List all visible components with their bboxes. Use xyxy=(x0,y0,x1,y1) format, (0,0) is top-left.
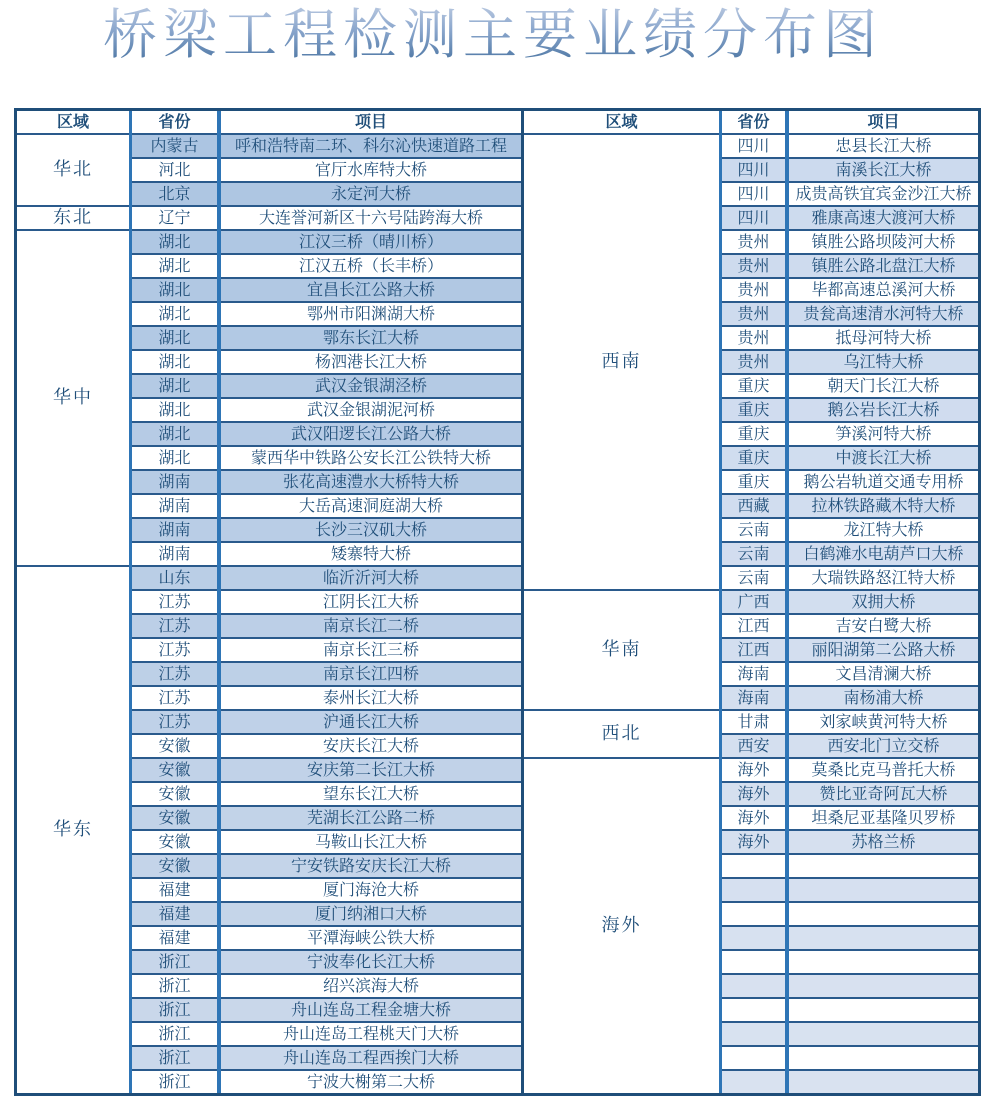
project-cell: 呼和浩特南二环、科尔沁快速道路工程 xyxy=(221,135,521,157)
tables-container xyxy=(14,108,981,1096)
province-cell: 重庆 xyxy=(722,447,785,469)
project-cell: 芜湖长江公路二桥 xyxy=(221,807,521,829)
province-cell: 湖南 xyxy=(132,543,217,565)
column-header-region: 区域 xyxy=(17,111,129,133)
project-cell: 毕都高速总溪河大桥 xyxy=(789,279,978,301)
province-cell: 湖南 xyxy=(132,519,217,541)
project-cell: 临沂沂河大桥 xyxy=(221,567,521,589)
province-cell: 福建 xyxy=(132,879,217,901)
project-cell: 成贵高铁宜宾金沙江大桥 xyxy=(789,183,978,205)
province-cell: 重庆 xyxy=(722,399,785,421)
province-cell: 海外 xyxy=(722,807,785,829)
province-cell: 江苏 xyxy=(132,639,217,661)
province-cell: 重庆 xyxy=(722,471,785,493)
project-cell: 南京长江二桥 xyxy=(221,615,521,637)
region-cell: 海外 xyxy=(524,759,719,1093)
column-header-province: 省份 xyxy=(132,111,217,133)
project-cell: 杨泗港长江大桥 xyxy=(221,351,521,373)
province-cell: 江苏 xyxy=(132,591,217,613)
project-cell xyxy=(789,1071,978,1093)
column-header-province: 省份 xyxy=(722,111,785,133)
project-cell: 拉林铁路藏木特大桥 xyxy=(789,495,978,517)
province-cell: 湖北 xyxy=(132,279,217,301)
column-header-project: 项目 xyxy=(221,111,521,133)
region-cell: 东北 xyxy=(17,207,129,229)
province-cell: 湖北 xyxy=(132,447,217,469)
province-cell: 四川 xyxy=(722,183,785,205)
project-cell: 鹅公岩轨道交通专用桥 xyxy=(789,471,978,493)
project-cell: 双拥大桥 xyxy=(789,591,978,613)
province-cell xyxy=(722,879,785,901)
province-cell: 西藏 xyxy=(722,495,785,517)
province-cell: 四川 xyxy=(722,207,785,229)
project-cell: 宜昌长江公路大桥 xyxy=(221,279,521,301)
project-cell: 厦门纳湘口大桥 xyxy=(221,903,521,925)
province-cell: 云南 xyxy=(722,519,785,541)
province-cell: 西安 xyxy=(722,735,785,757)
province-cell: 云南 xyxy=(722,543,785,565)
project-cell: 泰州长江大桥 xyxy=(221,687,521,709)
province-cell: 重庆 xyxy=(722,375,785,397)
province-cell: 湖北 xyxy=(132,327,217,349)
province-cell: 内蒙古 xyxy=(132,135,217,157)
project-cell: 吉安白鹭大桥 xyxy=(789,615,978,637)
province-cell: 四川 xyxy=(722,159,785,181)
column-header-region: 区域 xyxy=(524,111,719,133)
province-cell: 湖北 xyxy=(132,231,217,253)
region-cell: 华南 xyxy=(524,591,719,709)
project-cell: 笋溪河特大桥 xyxy=(789,423,978,445)
project-cell: 平潭海峡公铁大桥 xyxy=(221,927,521,949)
province-cell: 湖南 xyxy=(132,471,217,493)
project-cell: 忠县长江大桥 xyxy=(789,135,978,157)
province-cell: 贵州 xyxy=(722,255,785,277)
province-cell: 浙江 xyxy=(132,999,217,1021)
table-left xyxy=(14,108,524,1096)
province-cell: 浙江 xyxy=(132,975,217,997)
project-cell: 抵母河特大桥 xyxy=(789,327,978,349)
project-cell: 赞比亚奇阿瓦大桥 xyxy=(789,783,978,805)
province-cell: 江苏 xyxy=(132,663,217,685)
province-cell: 江苏 xyxy=(132,711,217,733)
project-cell: 南京长江三桥 xyxy=(221,639,521,661)
region-cell: 西北 xyxy=(524,711,719,757)
province-cell: 湖北 xyxy=(132,303,217,325)
province-cell: 甘肃 xyxy=(722,711,785,733)
province-cell: 湖北 xyxy=(132,255,217,277)
project-cell xyxy=(789,975,978,997)
province-cell: 浙江 xyxy=(132,1071,217,1093)
project-cell: 望东长江大桥 xyxy=(221,783,521,805)
project-cell: 南溪长江大桥 xyxy=(789,159,978,181)
province-cell: 重庆 xyxy=(722,423,785,445)
province-cell: 安徽 xyxy=(132,807,217,829)
province-cell xyxy=(722,1071,785,1093)
province-cell xyxy=(722,999,785,1021)
province-cell: 海南 xyxy=(722,663,785,685)
province-cell xyxy=(722,1023,785,1045)
project-cell: 镇胜公路坝陵河大桥 xyxy=(789,231,978,253)
province-cell xyxy=(722,903,785,925)
project-cell: 雅康高速大渡河大桥 xyxy=(789,207,978,229)
table-right xyxy=(524,108,981,1096)
column-header-project: 项目 xyxy=(789,111,978,133)
project-cell: 南杨浦大桥 xyxy=(789,687,978,709)
project-cell: 矮寨特大桥 xyxy=(221,543,521,565)
project-cell: 武汉金银湖泾桥 xyxy=(221,375,521,397)
province-cell: 安徽 xyxy=(132,735,217,757)
project-cell: 宁波大榭第二大桥 xyxy=(221,1071,521,1093)
province-cell: 江苏 xyxy=(132,615,217,637)
province-cell: 湖北 xyxy=(132,399,217,421)
project-cell: 长沙三汉矶大桥 xyxy=(221,519,521,541)
project-cell: 江阴长江大桥 xyxy=(221,591,521,613)
region-cell: 华北 xyxy=(17,135,129,205)
project-cell xyxy=(789,951,978,973)
project-cell: 大连誉河新区十六号陆跨海大桥 xyxy=(221,207,521,229)
project-cell: 西安北门立交桥 xyxy=(789,735,978,757)
province-cell: 浙江 xyxy=(132,951,217,973)
province-cell xyxy=(722,855,785,877)
province-cell: 湖北 xyxy=(132,351,217,373)
project-cell: 中渡长江大桥 xyxy=(789,447,978,469)
province-cell xyxy=(722,927,785,949)
province-cell: 海外 xyxy=(722,759,785,781)
project-cell: 龙江特大桥 xyxy=(789,519,978,541)
region-cell: 华东 xyxy=(17,567,129,1093)
project-cell: 苏格兰桥 xyxy=(789,831,978,853)
project-cell xyxy=(789,927,978,949)
project-cell: 朝天门长江大桥 xyxy=(789,375,978,397)
project-cell: 宁波奉化长江大桥 xyxy=(221,951,521,973)
project-cell: 舟山连岛工程西挨门大桥 xyxy=(221,1047,521,1069)
province-cell: 湖南 xyxy=(132,495,217,517)
project-cell: 江汉五桥（长丰桥） xyxy=(221,255,521,277)
project-cell: 贵瓮高速清水河特大桥 xyxy=(789,303,978,325)
province-cell: 安徽 xyxy=(132,759,217,781)
project-cell: 舟山连岛工程金塘大桥 xyxy=(221,999,521,1021)
project-cell: 蒙西华中铁路公安长江公铁特大桥 xyxy=(221,447,521,469)
province-cell: 湖北 xyxy=(132,423,217,445)
project-cell xyxy=(789,903,978,925)
province-cell: 江西 xyxy=(722,639,785,661)
province-cell: 湖北 xyxy=(132,375,217,397)
province-cell: 福建 xyxy=(132,903,217,925)
project-cell: 坦桑尼亚基隆贝罗桥 xyxy=(789,807,978,829)
project-cell: 武汉阳逻长江公路大桥 xyxy=(221,423,521,445)
province-cell: 贵州 xyxy=(722,279,785,301)
project-cell: 乌江特大桥 xyxy=(789,351,978,373)
project-cell: 武汉金银湖泥河桥 xyxy=(221,399,521,421)
project-cell: 安庆第二长江大桥 xyxy=(221,759,521,781)
project-cell: 白鹤滩水电葫芦口大桥 xyxy=(789,543,978,565)
province-cell: 广西 xyxy=(722,591,785,613)
project-cell: 镇胜公路北盘江大桥 xyxy=(789,255,978,277)
project-cell xyxy=(789,879,978,901)
province-cell: 贵州 xyxy=(722,303,785,325)
province-cell: 浙江 xyxy=(132,1047,217,1069)
project-cell xyxy=(789,855,978,877)
province-cell: 河北 xyxy=(132,159,217,181)
province-cell xyxy=(722,951,785,973)
project-cell: 文昌清澜大桥 xyxy=(789,663,978,685)
province-cell xyxy=(722,1047,785,1069)
province-cell: 海外 xyxy=(722,831,785,853)
project-cell: 鄂东长江大桥 xyxy=(221,327,521,349)
province-cell: 江西 xyxy=(722,615,785,637)
province-cell: 海外 xyxy=(722,783,785,805)
project-cell xyxy=(789,999,978,1021)
province-cell xyxy=(722,975,785,997)
province-cell: 福建 xyxy=(132,927,217,949)
province-cell: 北京 xyxy=(132,183,217,205)
project-cell: 官厅水库特大桥 xyxy=(221,159,521,181)
region-cell: 华中 xyxy=(17,231,129,565)
project-cell: 舟山连岛工程桃天门大桥 xyxy=(221,1023,521,1045)
project-cell: 马鞍山长江大桥 xyxy=(221,831,521,853)
province-cell: 浙江 xyxy=(132,1023,217,1045)
province-cell: 山东 xyxy=(132,567,217,589)
project-cell: 南京长江四桥 xyxy=(221,663,521,685)
project-cell: 安庆长江大桥 xyxy=(221,735,521,757)
province-cell: 贵州 xyxy=(722,327,785,349)
project-cell xyxy=(789,1047,978,1069)
project-cell: 厦门海沧大桥 xyxy=(221,879,521,901)
project-cell: 大岳高速洞庭湖大桥 xyxy=(221,495,521,517)
province-cell: 辽宁 xyxy=(132,207,217,229)
project-cell xyxy=(789,1023,978,1045)
project-cell: 绍兴滨海大桥 xyxy=(221,975,521,997)
province-cell: 云南 xyxy=(722,567,785,589)
project-cell: 永定河大桥 xyxy=(221,183,521,205)
project-cell: 宁安铁路安庆长江大桥 xyxy=(221,855,521,877)
project-cell: 鹅公岩长江大桥 xyxy=(789,399,978,421)
province-cell: 贵州 xyxy=(722,231,785,253)
province-cell: 贵州 xyxy=(722,351,785,373)
province-cell: 海南 xyxy=(722,687,785,709)
project-cell: 江汉三桥（晴川桥） xyxy=(221,231,521,253)
province-cell: 安徽 xyxy=(132,855,217,877)
project-cell: 丽阳湖第二公路大桥 xyxy=(789,639,978,661)
province-cell: 江苏 xyxy=(132,687,217,709)
project-cell: 刘家峡黄河特大桥 xyxy=(789,711,978,733)
province-cell: 安徽 xyxy=(132,783,217,805)
province-cell: 安徽 xyxy=(132,831,217,853)
project-cell: 沪通长江大桥 xyxy=(221,711,521,733)
province-cell: 四川 xyxy=(722,135,785,157)
project-cell: 莫桑比克马普托大桥 xyxy=(789,759,978,781)
project-cell: 鄂州市阳渊湖大桥 xyxy=(221,303,521,325)
project-cell: 大瑞铁路怒江特大桥 xyxy=(789,567,978,589)
region-cell: 西南 xyxy=(524,135,719,589)
project-cell: 张花高速澧水大桥特大桥 xyxy=(221,471,521,493)
page-title: 桥梁工程检测主要业绩分布图 xyxy=(0,0,986,66)
